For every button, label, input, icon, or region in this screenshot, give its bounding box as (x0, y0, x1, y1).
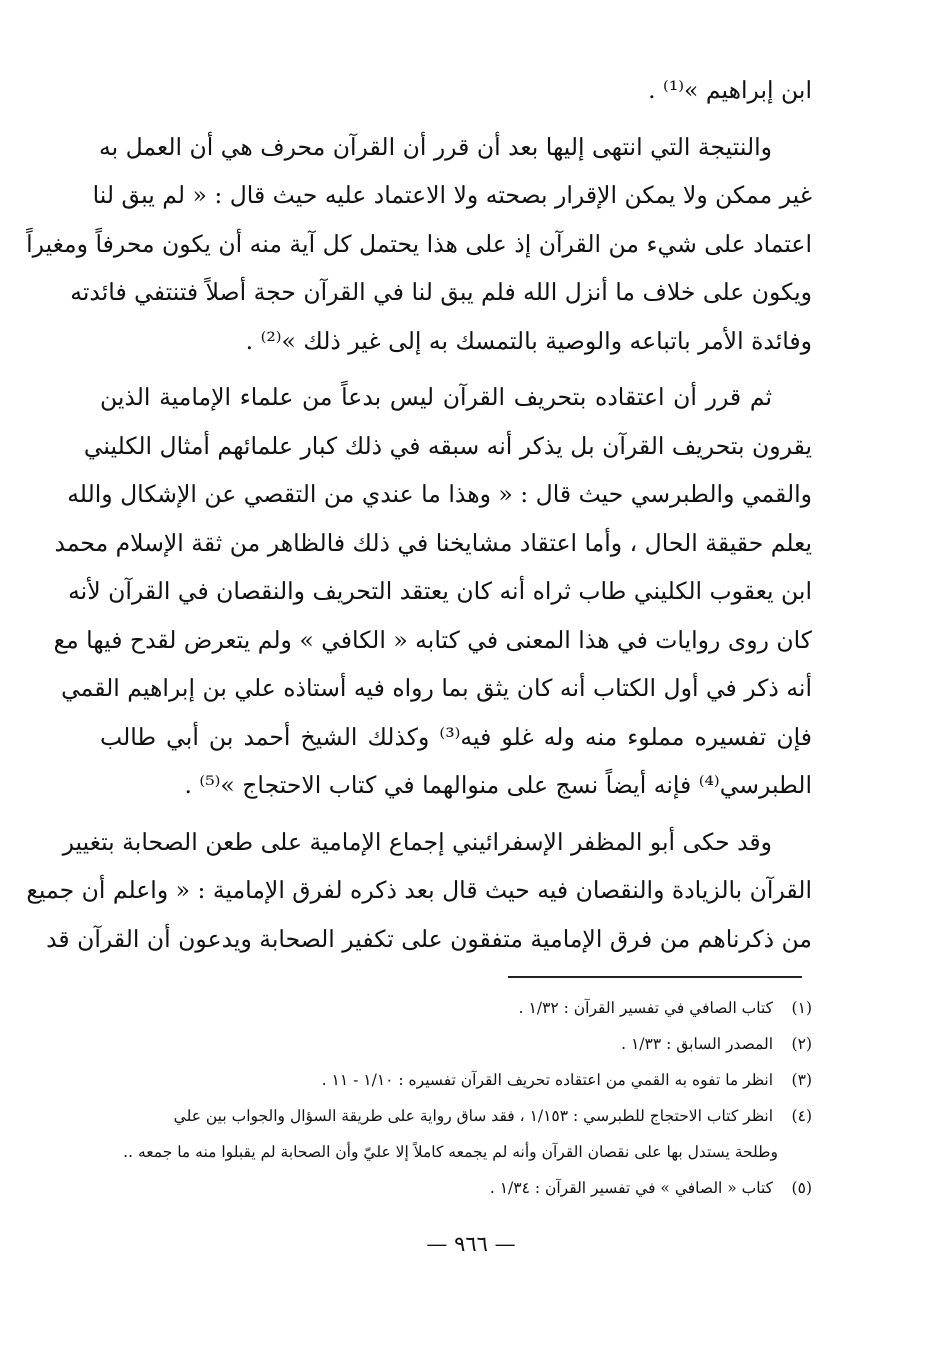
footnote-5 (100, 1170, 812, 1206)
text-line: والنتيجة التي انتهى إليها بعد أن قرر أن القرآن محرف هي أن العمل به (99, 132, 772, 161)
text-line: اعتماد على شيء من القرآن إذ على هذا يحتمل كل آية منه أن يكون محرفاً ومغيراً (26, 229, 812, 258)
footnote-text: كتاب الصافي في تفسير القرآن : ١/٣٢ . (518, 999, 774, 1017)
text-line: ابن إبراهيم »⁽¹⁾ . (648, 76, 812, 104)
text-line: الطبرسي⁽⁴⁾ فإنه أيضاً نسج على منوالهما في كتاب الاحتجاج »⁽⁵⁾ . (184, 771, 812, 799)
footnotes (100, 990, 812, 1206)
footnote-number: (١) (791, 999, 812, 1017)
page-number: — ٩٦٦ — (426, 1232, 516, 1256)
text-line: يقرون بتحريف القرآن بل يذكر أنه سبقه في ذلك كبار علمائهم أمثال الكليني (83, 431, 812, 460)
footnote-number: (٢) (791, 1035, 812, 1053)
footnote-1 (100, 990, 812, 1026)
footnote-4 (100, 1098, 812, 1134)
text-line: أنه ذكر في أول الكتاب أنه كان يثق بما رواه فيه أستاذه علي بن إبراهيم القمي (61, 674, 812, 702)
paragraph-1 (26, 123, 812, 366)
main-text (26, 66, 812, 963)
text-line: ويكون على خلاف ما أنزل الله فلم يبق لنا في القرآن حجة أصلاً فتنتفي فائدته (70, 278, 812, 306)
text-line: كان روى روايات في هذا المعنى في كتابه « الكافي » ولم يتعرض لقدح فيها مع (53, 625, 812, 654)
footnote-number: (٥) (791, 1179, 812, 1197)
text-line: وقد حكى أبو المظفر الإسفرائيني إجماع الإمامية على طعن الصحابة بتغيير (62, 827, 772, 856)
paragraph-2 (53, 373, 812, 810)
paragraph-gap (100, 365, 812, 373)
footnote-text: كتاب « الصافي » في تفسير القرآن : ١/٣٤ . (489, 1179, 774, 1197)
footnote-number: (٤) (791, 1107, 812, 1125)
text-line: والقمي والطبرسي حيث قال : « وهذا ما عندي من التقصي عن الإشكال والله (67, 480, 812, 508)
text-line: القرآن بالزيادة والنقصان فيه حيث قال بعد ذكره لفرق الإمامية : « واعلم أن جميع (26, 876, 812, 904)
footnote-text: انظر كتاب الاحتجاج للطبرسي : ١/١٥٣ ، فقد ساق رواية على طريقة السؤال والجواب بين علي (173, 1107, 774, 1125)
paragraph-0 (100, 66, 812, 115)
paragraph-3 (26, 818, 812, 964)
text-line: من ذكرناهم من فرق الإمامية متفقون على تكفير الصحابة ويدعون أن القرآن قد (46, 924, 812, 953)
paragraph-gap (100, 810, 812, 818)
text-line: فإن تفسيره مملوء منه وله غلو فيه⁽³⁾ وكذلك الشيخ أحمد بن أبي طالب (100, 722, 812, 751)
footnote-number: (٣) (791, 1071, 812, 1089)
text-line: غير ممكن ولا يمكن الإقرار بصحته ولا الاعتماد عليه حيث قال : « لم يبق لنا (92, 181, 812, 209)
text-line: ابن يعقوب الكليني طاب ثراه أنه كان يعتقد التحريف والنقصان في القرآن لأنه (68, 577, 812, 605)
paragraph-gap (100, 115, 812, 123)
footnote-separator (508, 976, 802, 978)
footnote-2 (100, 1026, 812, 1062)
text-line: يعلم حقيقة الحال ، وأما اعتقاد مشايخنا في ذلك فالظاهر من ثقة الإسلام محمد (54, 528, 812, 557)
text-line: ثم قرر أن اعتقاده بتحريف القرآن ليس بدعاً من علماء الإمامية الذين (100, 383, 772, 411)
footnote-text: انظر ما تفوه به القمي من اعتقاده تحريف القرآن تفسيره : ١/١٠ - ١١ . (321, 1071, 774, 1089)
footnote-3 (100, 1062, 812, 1098)
footnote-4-continuation: وطلحة يستدل بها على نقصان القرآن وأنه لم يجمعه كاملاً إلا عليّ وأن الصحابة لم يقبلوا منه ما جمعه .. (123, 1143, 778, 1161)
text-line: وفائدة الأمر باتباعه والوصية بالتمسك به إلى غير ذلك »⁽²⁾ . (245, 326, 812, 355)
footnote-text: المصدر السابق : ١/٣٣ . (621, 1035, 774, 1053)
